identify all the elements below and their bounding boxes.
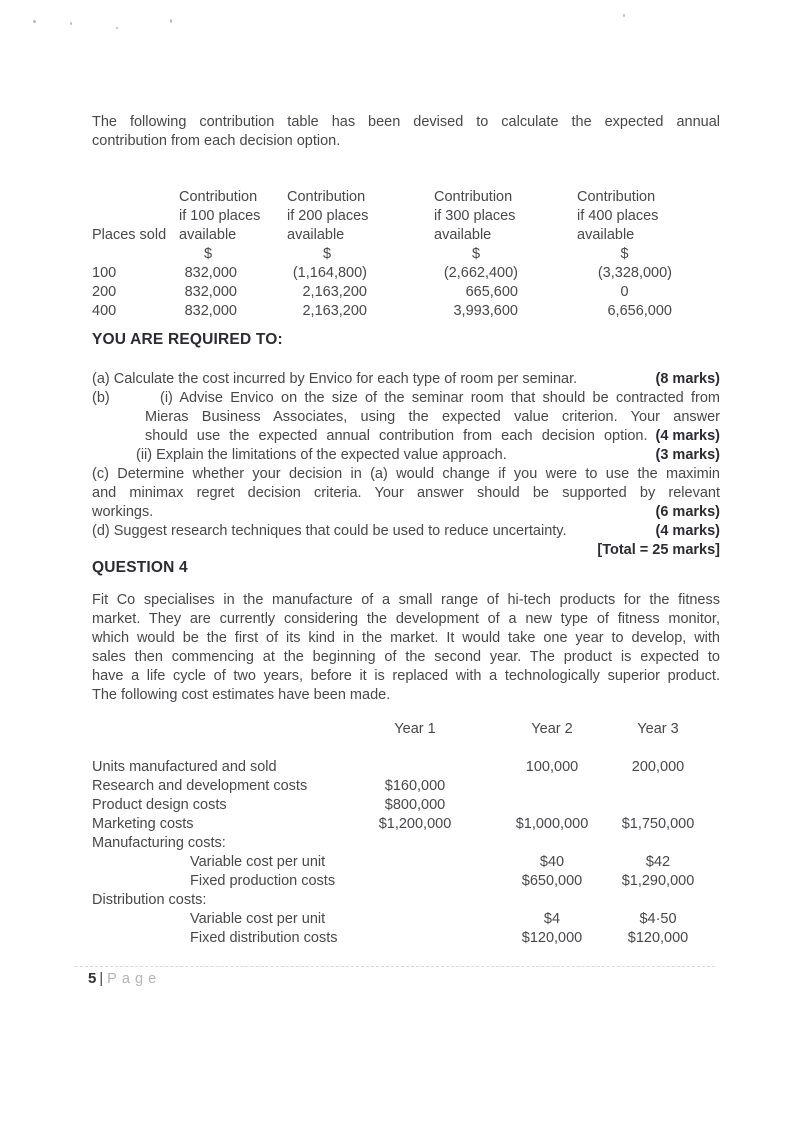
value-cell: [507, 777, 597, 796]
cost-row: [92, 777, 720, 796]
value-cell: (1,164,800): [292, 265, 367, 281]
paragraph-line: have a life cycle of two years, before it is replaced with a technologically superior product.: [92, 668, 720, 684]
marks-badge: (3 marks): [655, 447, 720, 463]
places-sold-cell: 400: [92, 303, 117, 319]
value-cell: [608, 796, 708, 815]
column-header: Contribution if 300 places available $: [434, 188, 577, 264]
value-cell: (2,662,400): [443, 265, 518, 281]
requirement-text: should use the expected annual contribution from each decision option.: [145, 428, 648, 444]
currency-unit: $: [471, 246, 481, 262]
row-label: Product design costs: [92, 797, 227, 813]
year-header: Year 3: [637, 721, 679, 737]
row-label: Units manufactured and sold: [92, 759, 277, 775]
intro-paragraph: [92, 113, 720, 151]
row-label: Research and development costs: [92, 778, 308, 794]
cost-row: [92, 834, 720, 853]
requirement-text: (d) Suggest research techniques that could be used to reduce uncertainty.: [92, 523, 567, 539]
requirement-text: (a) Calculate the cost incurred by Envico for each type of room per seminar.: [92, 371, 578, 387]
required-heading: YOU ARE REQUIRED TO:: [92, 331, 283, 348]
requirement-c: [92, 465, 720, 522]
paragraph-line: Fit Co specialises in the manufacture of a small range of hi-tech products for the fitness: [92, 592, 720, 608]
paragraph-line: The following contribution table has been devised to calculate the expected annual: [92, 114, 720, 130]
value-cell: $4: [543, 911, 561, 927]
requirement-text: (ii) Explain the limitations of the expected value approach.: [136, 447, 507, 463]
row-label: Distribution costs:: [92, 892, 207, 908]
paragraph-line: contribution from each decision option.: [92, 133, 341, 149]
paragraph-line: market. They are currently considering the development of a new type of fitness monitor,: [92, 611, 720, 627]
footer-page-label: Page: [107, 971, 162, 987]
value-cell: $1,000,000: [515, 816, 589, 832]
value-cell: $1,200,000: [378, 816, 452, 832]
page-number: 5: [88, 970, 97, 987]
value-cell: 832,000: [184, 265, 237, 281]
places-sold-cell: 100: [92, 265, 117, 281]
value-cell: $42: [645, 854, 671, 870]
value-cell: 665,600: [465, 284, 518, 300]
table-row: [92, 302, 720, 321]
column-header: Contribution if 200 places available $: [287, 189, 369, 262]
footer-divider: [75, 966, 715, 967]
currency-unit: $: [620, 246, 629, 262]
marks-badge: (8 marks): [655, 371, 720, 387]
row-axis-label: Places sold: [92, 227, 167, 243]
scan-artifact: [70, 22, 72, 25]
value-cell: 100,000: [525, 759, 579, 775]
paragraph-line: sales then commencing at the beginning of the second year. The product is expected to: [92, 649, 720, 665]
footer-separator: |: [99, 971, 104, 987]
requirement-text: Mieras Business Associates, using the expected value criterion. Your answer: [145, 409, 720, 425]
value-cell: 832,000: [184, 284, 237, 300]
total-marks: [Total = 25 marks]: [597, 542, 720, 558]
marks-badge: (4 marks): [655, 523, 720, 539]
cost-row: [92, 910, 720, 929]
value-cell: [370, 872, 460, 891]
value-cell: [370, 758, 460, 777]
scan-artifact: [170, 19, 172, 23]
value-cell: $800,000: [384, 797, 446, 813]
value-cell: [370, 910, 460, 929]
requirement-label: (b): [92, 390, 110, 406]
fitco-paragraph: [92, 591, 720, 705]
cost-table: [92, 720, 720, 948]
value-cell: 0: [620, 284, 629, 300]
value-cell: 832,000: [184, 303, 237, 319]
year-header: Year 2: [531, 721, 573, 737]
value-cell: 2,163,200: [302, 284, 367, 300]
value-cell: [370, 853, 460, 872]
requirements-list: [92, 370, 720, 560]
currency-unit: $: [322, 246, 332, 262]
requirement-a: [92, 370, 720, 389]
value-cell: 6,656,000: [607, 303, 672, 319]
value-cell: $650,000: [521, 873, 583, 889]
value-cell: $120,000: [627, 930, 689, 946]
requirement-text: (c) Determine whether your decision in (a) would change if you were to use the maximin: [92, 466, 720, 482]
requirement-d: [92, 522, 720, 541]
value-cell: (3,328,000): [597, 265, 672, 281]
places-sold-cell: 200: [92, 284, 117, 300]
value-cell: [608, 777, 708, 796]
requirement-b: [92, 389, 720, 446]
currency-unit: $: [203, 246, 213, 262]
paragraph-line: The following cost estimates have been made.: [92, 687, 391, 703]
places-sold-header-cell: [92, 188, 179, 264]
marks-badge: (6 marks): [655, 504, 720, 520]
cost-row: [92, 758, 720, 777]
cost-row: [92, 929, 720, 948]
value-cell: 200,000: [631, 759, 685, 775]
value-cell: $1,290,000: [621, 873, 695, 889]
value-cell: [507, 796, 597, 815]
scan-artifact: [623, 14, 625, 17]
value-cell: $1,750,000: [621, 816, 695, 832]
question-4-heading: QUESTION 4: [92, 559, 188, 576]
scan-artifact: [33, 20, 36, 23]
cost-row: [92, 891, 720, 910]
contribution-table-header: [92, 188, 720, 264]
row-label: Fixed production costs: [190, 873, 336, 889]
row-label: Fixed distribution costs: [190, 930, 338, 946]
table-row: [92, 264, 720, 283]
value-cell: 3,993,600: [453, 303, 518, 319]
column-header: Contribution if 100 places available $: [179, 189, 261, 262]
requirement-b-ii: [92, 446, 720, 465]
row-label: Variable cost per unit: [190, 911, 326, 927]
cost-row: [92, 815, 720, 834]
contribution-table: [92, 188, 720, 321]
requirement-text: and minimax regret decision criteria. Your answer should be supported by relevant: [92, 485, 720, 501]
value-cell: [370, 929, 460, 948]
cost-row: [92, 796, 720, 815]
column-header: Contribution if 400 places available $: [577, 188, 720, 264]
row-label: Variable cost per unit: [190, 854, 326, 870]
year-header: Year 1: [394, 721, 436, 737]
table-row: [92, 283, 720, 302]
cost-row: [92, 853, 720, 872]
cost-table-header: [92, 720, 720, 739]
cost-row: [92, 872, 720, 891]
value-cell: $160,000: [384, 778, 446, 794]
row-label: Manufacturing costs:: [92, 835, 226, 851]
value-cell: $4·50: [639, 911, 677, 927]
value-cell: $40: [539, 854, 565, 870]
marks-badge: (4 marks): [655, 428, 720, 444]
value-cell: 2,163,200: [302, 303, 367, 319]
scan-artifact: [116, 27, 118, 29]
requirement-text: (i) Advise Envico on the size of the seminar room that should be contracted from: [160, 390, 720, 406]
paragraph-line: which would be the first of its kind in the market. It would take one year to develop, with: [92, 630, 720, 646]
row-label: Marketing costs: [92, 816, 194, 832]
requirement-text: workings.: [92, 504, 154, 520]
footer: [88, 969, 161, 989]
value-cell: $120,000: [521, 930, 583, 946]
